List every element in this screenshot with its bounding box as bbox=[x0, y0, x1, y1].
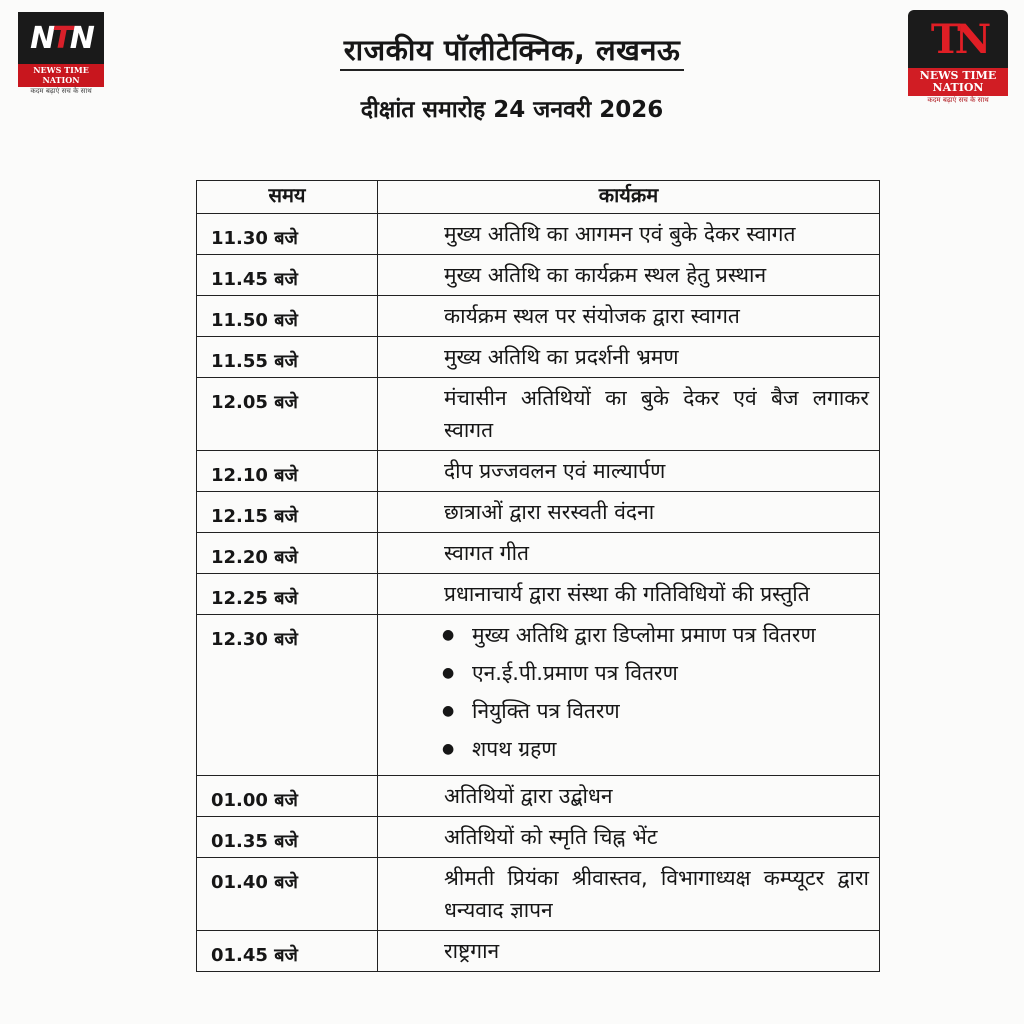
row-time: 12.25 बजे bbox=[197, 574, 378, 615]
sub-event-list bbox=[444, 619, 869, 765]
row-event: छात्राओं द्वारा सरस्वती वंदना bbox=[378, 492, 880, 533]
table-row bbox=[197, 776, 880, 817]
page-title: राजकीय पॉलीटेक्निक, लखनऊ bbox=[340, 33, 685, 71]
row-event: प्रधानाचार्य द्वारा संस्था की गतिविधियों की प्रस्तुति bbox=[378, 574, 880, 615]
list-item: ● मुख्य अतिथि द्वारा डिप्लोमा प्रमाण पत्र वितरण bbox=[472, 619, 869, 651]
row-time: 01.35 बजे bbox=[197, 817, 378, 858]
row-event: अतिथियों द्वारा उद्बोधन bbox=[378, 776, 880, 817]
row-time: 12.20 बजे bbox=[197, 533, 378, 574]
row-event: मुख्य अतिथि का प्रदर्शनी भ्रमण bbox=[378, 337, 880, 378]
column-header-event: कार्यक्रम bbox=[378, 181, 880, 214]
table-row bbox=[197, 214, 880, 255]
table-row bbox=[197, 337, 880, 378]
table-row bbox=[197, 533, 880, 574]
logo-tagline: कदम बढ़ाएं सच के साथ bbox=[30, 87, 92, 95]
row-event: दीप प्रज्जवलन एवं माल्यार्पण bbox=[378, 451, 880, 492]
table-row bbox=[197, 615, 880, 776]
table-row bbox=[197, 378, 880, 451]
row-time: 12.10 बजे bbox=[197, 451, 378, 492]
row-event: स्वागत गीत bbox=[378, 533, 880, 574]
row-event: राष्ट्रगान bbox=[378, 931, 880, 972]
table-row bbox=[197, 492, 880, 533]
row-event: मुख्य अतिथि का कार्यक्रम स्थल हेतु प्रस्थान bbox=[378, 255, 880, 296]
row-time: 12.15 बजे bbox=[197, 492, 378, 533]
row-event-list bbox=[378, 615, 880, 776]
row-time: 11.55 बजे bbox=[197, 337, 378, 378]
tn-logo-mark: TN bbox=[908, 10, 1008, 68]
row-time: 01.00 बजे bbox=[197, 776, 378, 817]
table-row bbox=[197, 817, 880, 858]
table-row bbox=[197, 858, 880, 931]
list-item: ● शपथ ग्रहण bbox=[472, 733, 869, 765]
table-row bbox=[197, 451, 880, 492]
row-time: 01.45 बजे bbox=[197, 931, 378, 972]
row-time: 11.50 बजे bbox=[197, 296, 378, 337]
row-time: 11.30 बजे bbox=[197, 214, 378, 255]
page-title-wrap bbox=[0, 30, 1024, 69]
table-row bbox=[197, 574, 880, 615]
table-row bbox=[197, 931, 880, 972]
column-header-time: समय bbox=[197, 181, 378, 214]
row-event: श्रीमती प्रियंका श्रीवास्तव, विभागाध्यक्ष कम्प्यूटर द्वारा धन्यवाद ज्ञापन bbox=[378, 858, 880, 931]
row-time: 12.05 बजे bbox=[197, 378, 378, 451]
row-event: कार्यक्रम स्थल पर संयोजक द्वारा स्वागत bbox=[378, 296, 880, 337]
list-item: ● एन.ई.पी.प्रमाण पत्र वितरण bbox=[472, 657, 869, 689]
row-time: 11.45 बजे bbox=[197, 255, 378, 296]
row-event: मुख्य अतिथि का आगमन एवं बुके देकर स्वागत bbox=[378, 214, 880, 255]
logo-tagline: कदम बढ़ाएं सच के साथ bbox=[927, 96, 989, 104]
row-event: मंचासीन अतिथियों का बुके देकर एवं बैज लगाकर स्वागत bbox=[378, 378, 880, 451]
table-header-row bbox=[197, 181, 880, 214]
row-event: अतिथियों को स्मृति चिह्न भेंट bbox=[378, 817, 880, 858]
list-item: ● नियुक्ति पत्र वितरण bbox=[472, 695, 869, 727]
schedule-table bbox=[196, 180, 880, 972]
ntn-logo-mark: N T N bbox=[18, 12, 104, 64]
table-row bbox=[197, 296, 880, 337]
page-subtitle: दीक्षांत समारोह 24 जनवरी 2026 bbox=[360, 97, 664, 123]
table-row bbox=[197, 255, 880, 296]
logo-band-text: NEWS TIME NATION bbox=[908, 68, 1008, 96]
logo-band-text: NEWS TIME NATION bbox=[18, 64, 104, 87]
row-time: 01.40 बजे bbox=[197, 858, 378, 931]
row-time: 12.30 बजे bbox=[197, 615, 378, 776]
